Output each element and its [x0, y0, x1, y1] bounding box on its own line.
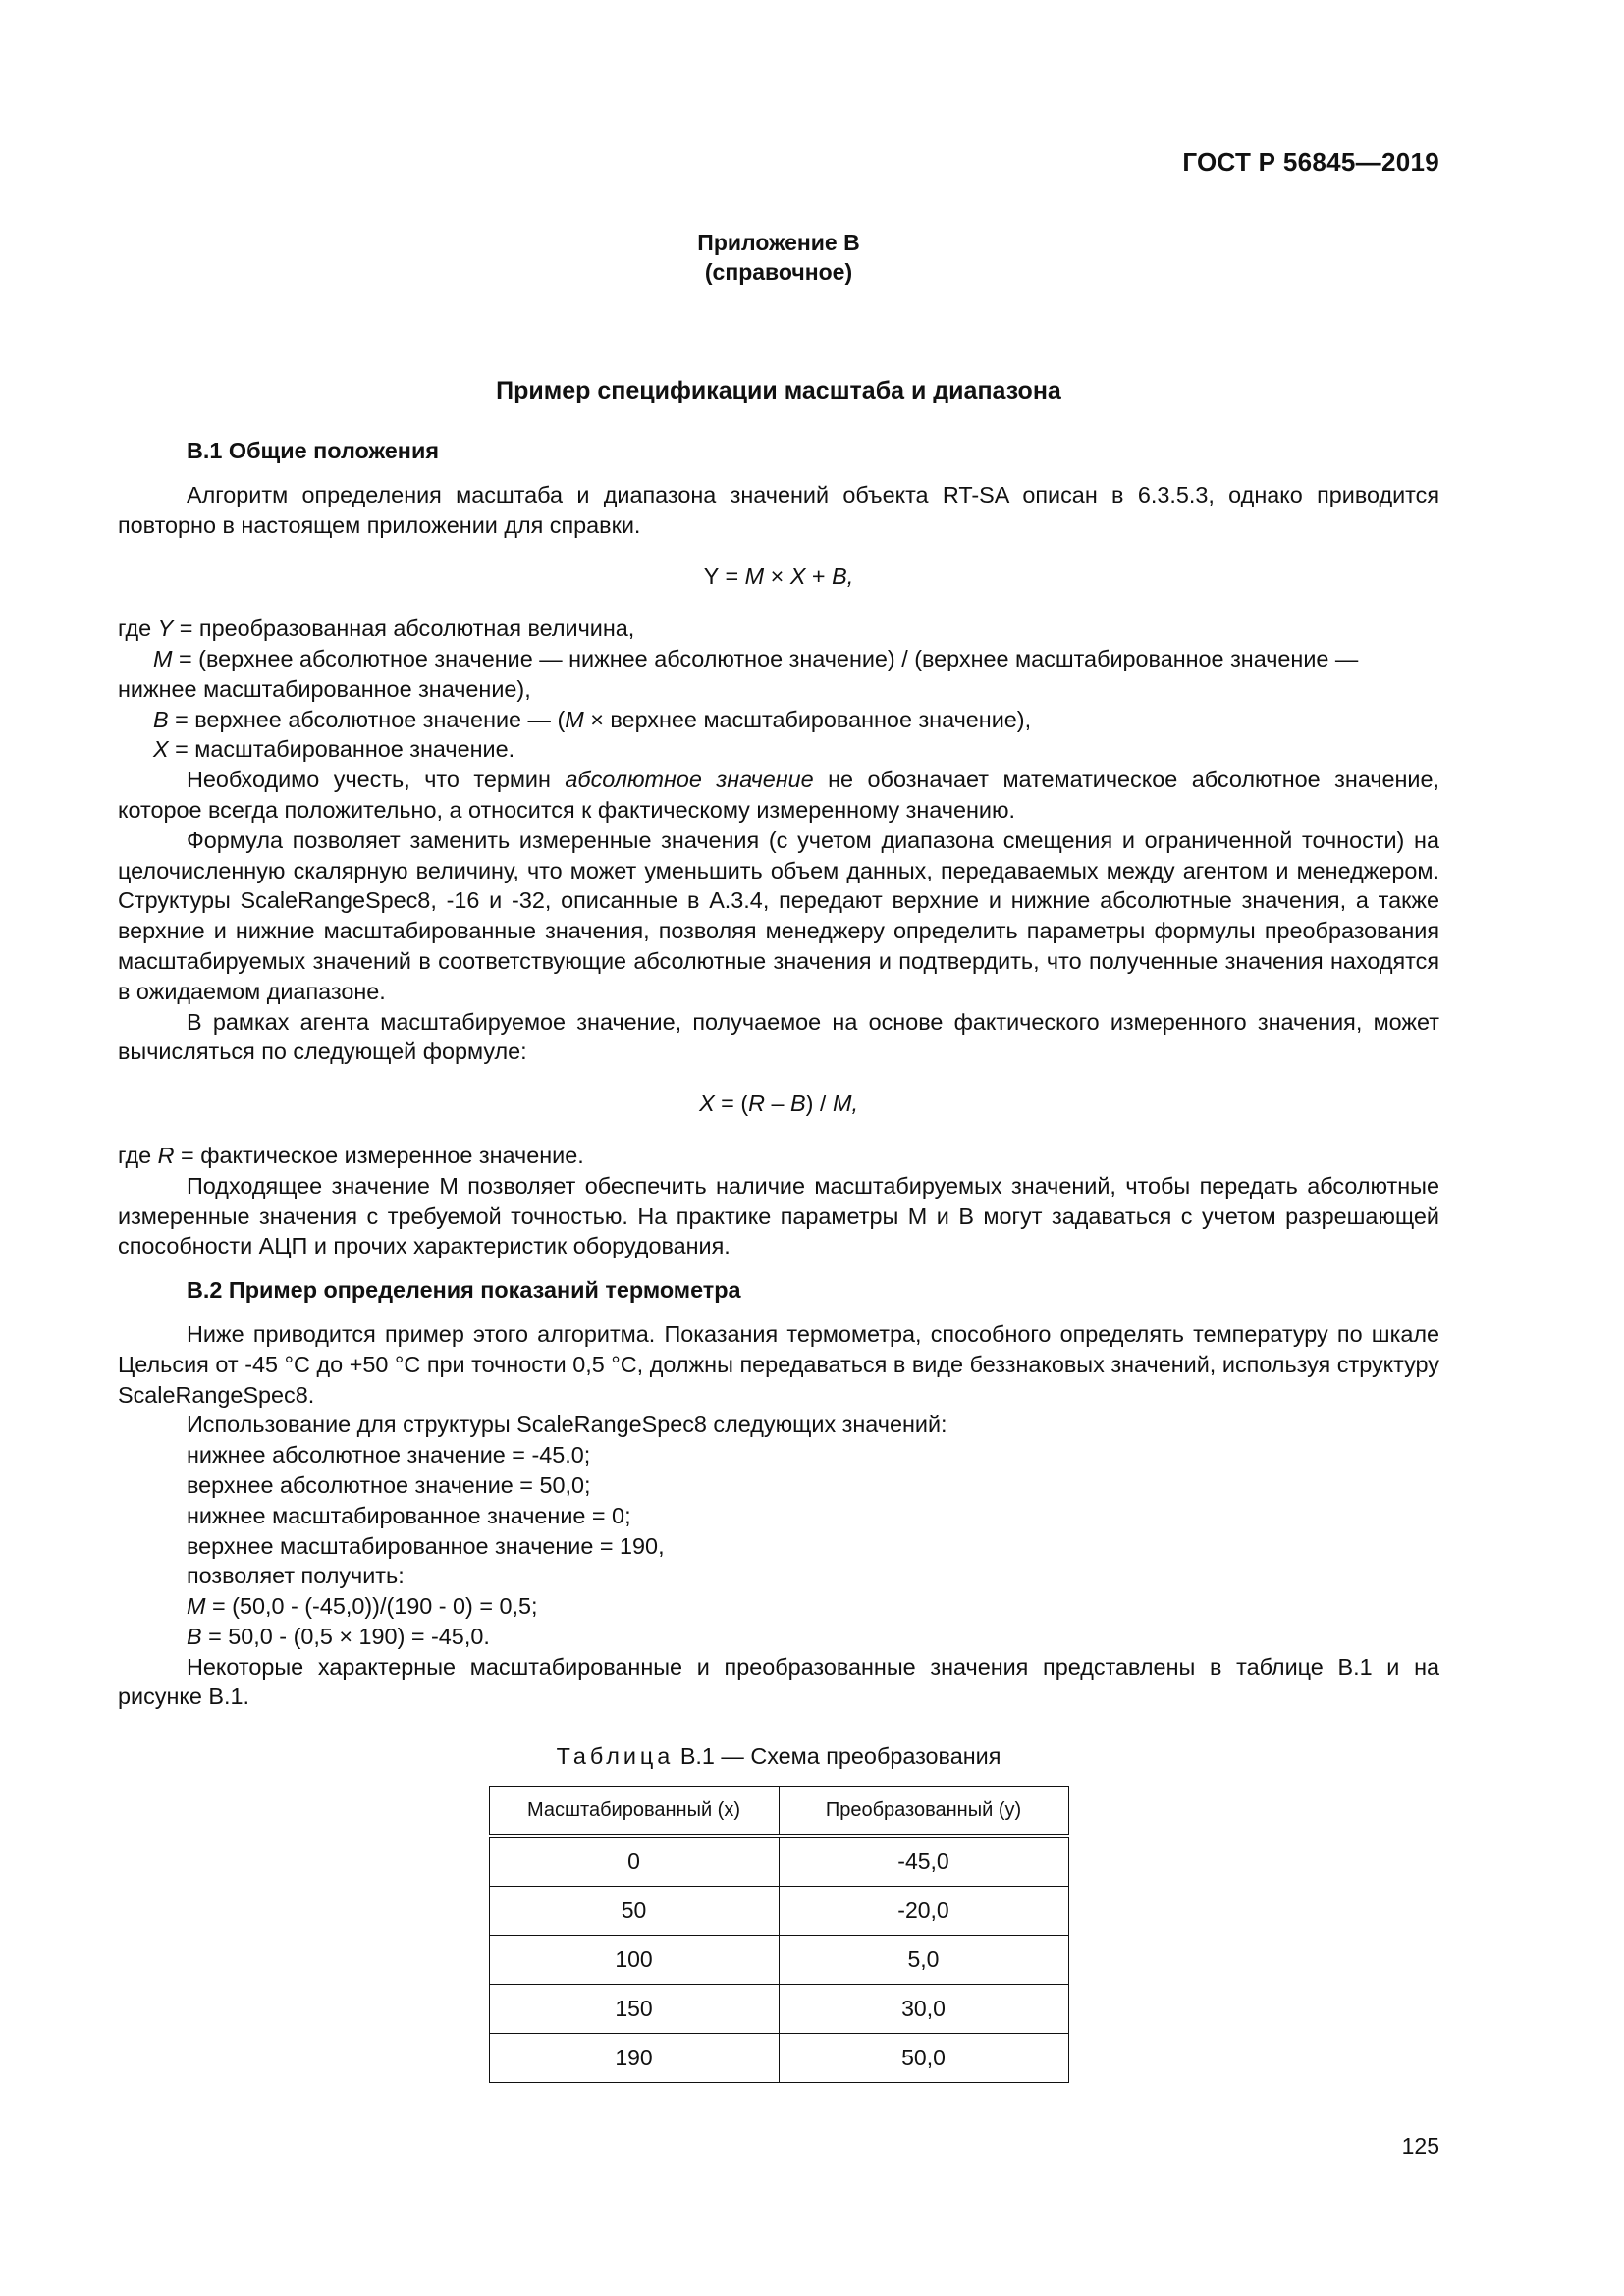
list-line: позволяет получить: — [187, 1563, 405, 1589]
list-line: верхнее абсолютное значение = 50,0; — [187, 1471, 591, 1498]
table-cell: 50 — [489, 1887, 779, 1936]
table-cell: 150 — [489, 1985, 779, 2034]
table-cell: 100 — [489, 1936, 779, 1985]
list-line: нижнее абсолютное значение = -45.0; — [187, 1442, 591, 1468]
table-header-converted: Преобразованный (у) — [779, 1787, 1068, 1837]
table-row — [489, 1985, 1068, 2034]
annex-title: Приложение В — [697, 230, 860, 255]
formula-scaling: Y = M × X + B, — [703, 563, 854, 590]
formula-agent: X = (R – B) / M, — [699, 1091, 858, 1117]
calc-b: B = 50,0 - (0,5 × 190) = -45,0. — [187, 1623, 490, 1649]
paragraph: Формула позволяет заменить измеренные значения (с учетом диапазона смещения и ограниченной точности) на целочисленную скалярную величину, что может уменьшить объем данных, передаваемых между агентом и менеджером. Структуры ScaleRangeSpec8, -16 и -32, описанные в А.3.4, передают верхние и нижние абсолютные значения, а также верхние и нижние масштабированные значения, позволяя менеджеру определить параметры формулы преобразования масштабируемых значений в соответствующие абсолютные значения и подтвердить, что полученные значения находятся в ожидаемом диапазоне. — [118, 827, 1439, 1004]
table-caption: Таблица В.1 — Схема преобразования — [556, 1743, 1001, 1770]
definition-y: где Y = преобразованная абсолютная величина, — [118, 615, 635, 642]
paragraph: Подходящее значение М позволяет обеспечить наличие масштабируемых значений, чтобы передать абсолютные измеренные значения с требуемой точностью. На практике параметры М и В могут задаваться с учетом разрешающей способности АЦП и прочих характеристик оборудования. — [118, 1172, 1439, 1259]
section-heading-b1: В.1 Общие положения — [187, 438, 439, 463]
document-page — [118, 0, 1439, 2296]
table-cell: 50,0 — [779, 2034, 1068, 2083]
conversion-table — [489, 1786, 1069, 2083]
paragraph: Необходимо учесть, что термин абсолютное значение не обозначает математическое абсолютное значение, которое всегда положительно, а относится к фактическому измеренному значению. — [118, 767, 1440, 823]
annex-heading — [118, 228, 1439, 287]
paragraph: В рамках агента масштабируемое значение, получаемое на основе фактического измеренного значения, может вычисляться по следующей формуле: — [118, 1008, 1439, 1065]
list-line: Использование для структуры ScaleRangeSpec8 следующих значений: — [187, 1412, 947, 1438]
table-cell: 30,0 — [779, 1985, 1068, 2034]
annex-type: (справочное) — [704, 259, 853, 285]
definition-x: X = масштабированное значение. — [153, 736, 515, 763]
definition-m: M = (верхнее абсолютное значение — нижнее абсолютное значение) / (верхнее масштабированное значение — нижнее масштабированное значение), — [118, 645, 1359, 702]
annex-main-title: Пример спецификации масштаба и диапазона — [496, 377, 1061, 404]
calc-m: M = (50,0 - (-45,0))/(190 - 0) = 0,5; — [187, 1593, 538, 1620]
document-code: ГОСТ Р 56845—2019 — [1182, 147, 1439, 177]
table-row — [489, 1936, 1068, 1985]
table-cell: 5,0 — [779, 1936, 1068, 1985]
table-row — [489, 1887, 1068, 1936]
table-cell: -20,0 — [779, 1887, 1068, 1936]
paragraph: Алгоритм определения масштаба и диапазона значений объекта RT-SA описан в 6.3.5.3, однако приводится повторно в настоящем приложении для справки. — [118, 481, 1439, 538]
table-row — [489, 1836, 1068, 1887]
definition-b: B = верхнее абсолютное значение — (M × верхнее масштабированное значение), — [153, 706, 1032, 732]
document-body — [118, 436, 1439, 2083]
table-cell: 190 — [489, 2034, 779, 2083]
section-heading-b2: В.2 Пример определения показаний термометра — [187, 1277, 741, 1304]
definition-r: где R = фактическое измеренное значение. — [118, 1142, 584, 1168]
table-header-scaled: Масштабированный (х) — [489, 1787, 779, 1837]
paragraph: Некоторые характерные масштабированные и преобразованные значения представлены в таблице В.1 и на рисунке В.1. — [118, 1653, 1439, 1710]
table-cell: 0 — [489, 1836, 779, 1887]
page-number: 125 — [1401, 2133, 1439, 2159]
list-line: верхнее масштабированное значение = 190, — [187, 1532, 665, 1559]
list-line: нижнее масштабированное значение = 0; — [187, 1502, 631, 1528]
table-row — [489, 2034, 1068, 2083]
table-cell: -45,0 — [779, 1836, 1068, 1887]
paragraph: Ниже приводится пример этого алгоритма. Показания термометра, способного определять температуру по шкале Цельсия от -45 °С до +50 °С при точности 0,5 °С, должны передаваться в виде беззнаковых значений, используя структуру ScaleRangeSpec8. — [118, 1320, 1439, 1408]
